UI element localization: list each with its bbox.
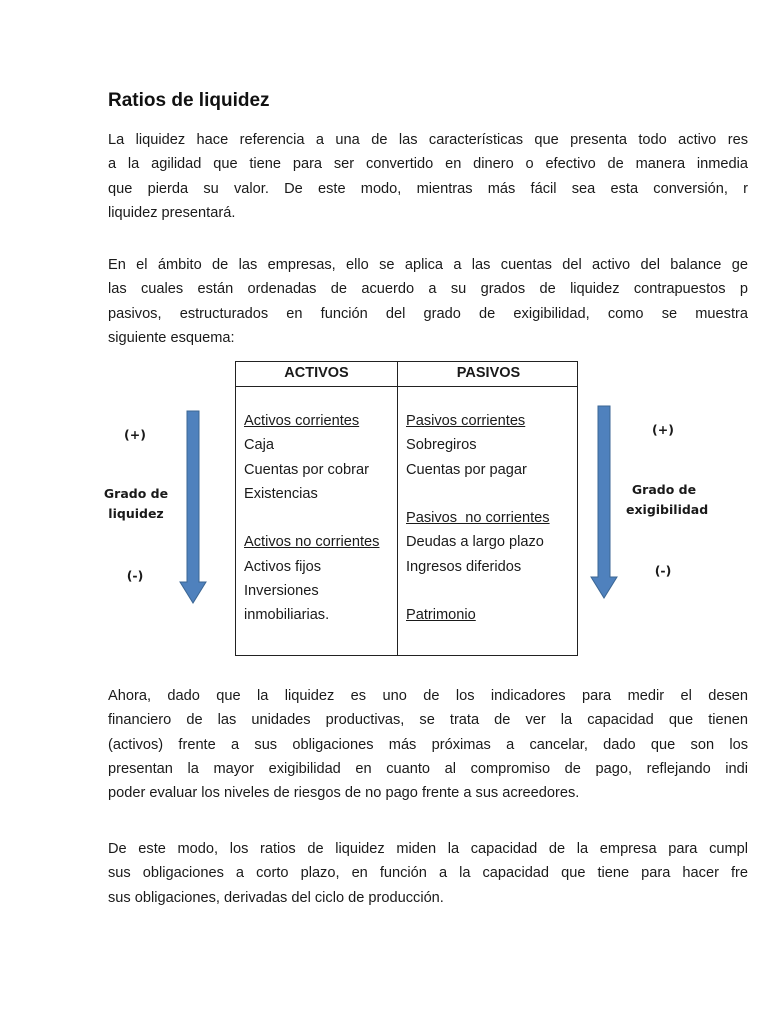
paragraph-3-clip xyxy=(108,684,748,809)
paragraph-line: liquidez presentará. xyxy=(108,204,236,221)
list-item: Existencias xyxy=(244,485,318,502)
paragraph-3 xyxy=(108,684,748,805)
paragraph-2-clip xyxy=(108,253,748,353)
paragraph-line: siguiente esquema: xyxy=(108,329,235,346)
list-item: Cuentas por cobrar xyxy=(244,461,369,478)
paragraph-line: las cuales están ordenadas de acuerdo a su grados de liquidez contrapuestos p xyxy=(108,281,748,298)
spacer xyxy=(406,482,550,506)
paragraph-4-clip xyxy=(108,837,748,913)
down-arrow-liquidity-icon xyxy=(178,410,208,605)
left-plus-label: (+) xyxy=(124,427,146,442)
spacer xyxy=(244,506,379,530)
pasivos-header: PASIVOS xyxy=(456,365,521,381)
activos-no-corrientes-title: Activos no corrientes xyxy=(244,534,380,551)
list-item: Deudas a largo plazo xyxy=(406,534,544,551)
table-header-divider xyxy=(236,386,577,387)
activos-header: ACTIVOS xyxy=(284,365,349,381)
paragraph-line: poder evaluar los niveles de riesgos de no pago frente a sus acreedores. xyxy=(108,785,580,802)
paragraph-line: En el ámbito de las empresas, ello se aplica a las cuentas del activo del balance ge xyxy=(108,257,748,273)
right-minus-label: (-) xyxy=(654,563,672,578)
list-item: Inversiones xyxy=(244,583,319,600)
activos-column xyxy=(244,409,379,628)
table-column-divider xyxy=(397,362,398,655)
activos-corrientes-title: Activos corrientes xyxy=(244,413,360,429)
paragraph-line: sus obligaciones, derivadas del ciclo de producción. xyxy=(108,889,444,906)
page-title: Ratios de liquidez xyxy=(108,90,270,111)
left-axis-label-line-2: liquidez xyxy=(108,506,164,521)
list-item: inmobiliarias. xyxy=(244,607,330,624)
paragraph-1-clip xyxy=(108,128,748,228)
paragraph-line: financiero de las unidades productivas, se trata de ver la capacidad que tienen xyxy=(108,712,748,729)
paragraph-line: que pierda su valor. De este modo, mientras más fácil sea esta conversión, r xyxy=(108,180,748,197)
list-item: Cuentas por pagar xyxy=(406,461,527,478)
list-item: Ingresos diferidos xyxy=(406,558,522,575)
pasivos-corrientes-title: Pasivos corrientes xyxy=(406,413,526,429)
patrimonio-title: Patrimonio xyxy=(406,607,476,624)
balance-structure-table xyxy=(235,361,578,656)
down-arrow-exigibility-icon xyxy=(589,405,619,600)
paragraph-2 xyxy=(108,253,748,350)
left-minus-label: (-) xyxy=(126,568,144,583)
paragraph-1 xyxy=(108,128,748,225)
paragraph-line: Ahora, dado que la liquidez es uno de los indicadores para medir el desen xyxy=(108,688,748,704)
list-item: Sobregiros xyxy=(406,437,477,454)
paragraph-4 xyxy=(108,837,748,910)
spacer xyxy=(406,579,550,603)
paragraph-line: presentan la mayor exigibilidad en cuanto al compromiso de pago, reflejando indi xyxy=(108,760,748,777)
paragraph-line: (activos) frente a sus obligaciones más próximas a cancelar, dado que son los xyxy=(108,736,748,753)
list-item: Caja xyxy=(244,437,275,454)
paragraph-line: De este modo, los ratios de liquidez miden la capacidad de la empresa para cumpl xyxy=(108,841,748,857)
paragraph-line: pasivos, estructurados en función del grado de exigibilidad, como se muestra xyxy=(108,305,748,322)
left-axis-label-line-1: Grado de xyxy=(103,486,169,501)
right-plus-label: (+) xyxy=(652,422,674,437)
right-axis-label-line-1: Grado de xyxy=(631,482,697,497)
right-axis-label-clip xyxy=(622,501,709,521)
paragraph-line: La liquidez hace referencia a una de las características que presenta todo activo res xyxy=(108,132,748,148)
list-item: Activos fijos xyxy=(244,558,322,575)
pasivos-no-corrientes-title: Pasivos no corrientes xyxy=(406,510,550,527)
paragraph-line: a la agilidad que tiene para ser convertido en dinero o efectivo de manera inmedia xyxy=(108,156,748,173)
pasivos-column xyxy=(406,409,550,628)
paragraph-line: sus obligaciones a corto plazo, en función a la capacidad que tiene para hacer fre xyxy=(108,865,748,882)
right-axis-label-line-2: exigibilidad xyxy=(626,502,709,517)
